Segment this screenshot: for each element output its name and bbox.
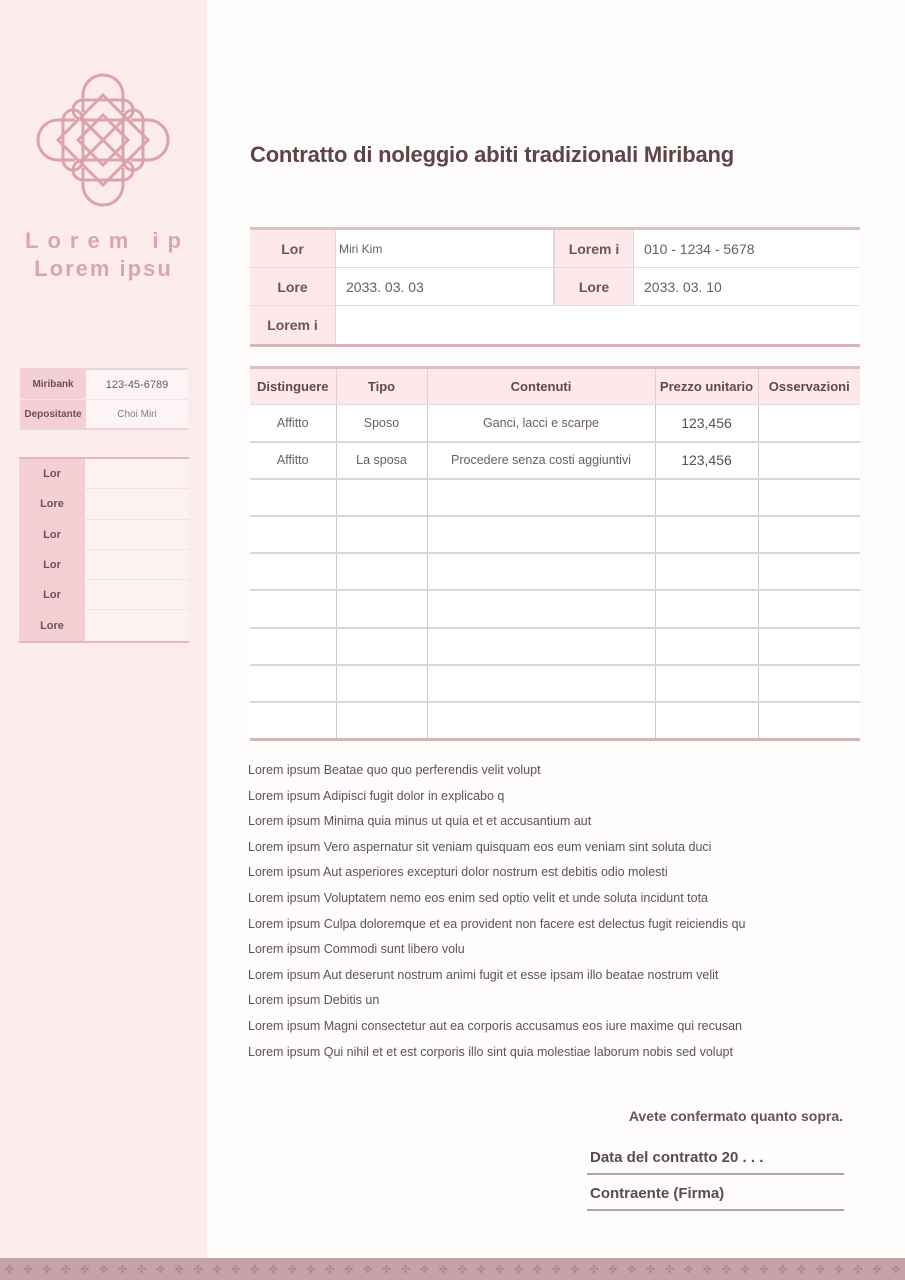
flower-ornament-icon: ✤: [551, 1263, 561, 1276]
confirmation-text: Avete confermato quanto sopra.: [628, 1108, 843, 1124]
side-row: [19, 489, 189, 519]
flower-ornament-icon: ✤: [872, 1263, 882, 1276]
signature-field[interactable]: Contraente (Firma): [587, 1174, 844, 1211]
cell-type[interactable]: Affitto: [250, 405, 336, 442]
sidebar: [0, 0, 207, 1258]
customer-info-table: [250, 227, 860, 347]
cell-contents[interactable]: [427, 553, 655, 590]
cell-notes[interactable]: [758, 442, 860, 479]
column-header-kind: Tipo: [336, 368, 427, 405]
extra-label: Lorem i: [250, 306, 336, 344]
cell-price[interactable]: [655, 479, 758, 516]
flower-ornament-icon: ✤: [891, 1263, 901, 1276]
bank-info-table: [20, 368, 188, 430]
cell-notes[interactable]: [758, 516, 860, 553]
footer-pattern-band: [0, 1258, 905, 1280]
flower-ornament-icon: ✤: [193, 1263, 203, 1276]
start-date-label: Lore: [250, 268, 336, 305]
side-row: [19, 550, 189, 580]
info-row: [250, 230, 860, 268]
flower-ornament-icon: ✤: [344, 1263, 354, 1276]
flower-ornament-icon: ✤: [532, 1263, 543, 1276]
table-row: [250, 628, 860, 665]
cell-notes[interactable]: [758, 665, 860, 702]
side-row-label: Lor: [19, 580, 85, 610]
flower-ornament-icon: ✤: [570, 1263, 580, 1276]
table-row: [250, 516, 860, 553]
terms-line: Lorem ipsum Culpa doloremque et ea provident non facere est delectus fugit reiciendis qu: [248, 916, 746, 931]
side-row: [19, 580, 189, 610]
flower-ornament-icon: ✤: [325, 1263, 335, 1276]
start-date-field[interactable]: 2033. 03. 03: [336, 268, 555, 305]
cell-type[interactable]: [250, 590, 336, 627]
cell-kind[interactable]: [336, 553, 427, 590]
side-row-value[interactable]: [85, 580, 189, 610]
flower-ornament-icon: ✤: [117, 1263, 128, 1276]
flower-ornament-icon: ✤: [363, 1263, 373, 1276]
cell-contents[interactable]: [427, 702, 655, 739]
terms-line: Lorem ipsum Aut asperiores excepturi dolor nostrum est debitis odio molesti: [248, 865, 668, 880]
cell-price[interactable]: [655, 628, 758, 665]
flower-ornament-icon: ✤: [796, 1263, 807, 1276]
terms-line: Lorem ipsum Aut deserunt nostrum animi fugit et esse ipsam illo beatae nostrum velit: [248, 967, 719, 982]
terms-line: Lorem ipsum Adipisci fugit dolor in explicabo q: [248, 788, 505, 803]
column-header-price: Prezzo unitario: [655, 368, 758, 405]
flower-ornament-icon: ✤: [382, 1263, 392, 1276]
cell-contents[interactable]: [427, 628, 655, 665]
knot-pattern-icon: [33, 70, 173, 210]
end-date-label: Lore: [555, 268, 634, 305]
brand-name-line-1: Lorem ip: [25, 228, 190, 253]
side-row-label: Lor: [19, 520, 85, 550]
cell-price[interactable]: [655, 516, 758, 553]
flower-ornament-icon: ✤: [249, 1263, 260, 1276]
cell-notes[interactable]: [758, 590, 860, 627]
flower-ornament-icon: ✤: [759, 1263, 769, 1276]
cell-price[interactable]: [655, 590, 758, 627]
cell-type[interactable]: [250, 553, 336, 590]
cell-kind[interactable]: [336, 665, 427, 702]
terms-line: Lorem ipsum Voluptatem nemo eos enim sed optio velit et unde soluta incidunt tota: [248, 890, 708, 905]
depositor-label: Depositante: [20, 400, 86, 428]
terms-line: Lorem ipsum Minima quia minus ut quia et et accusantium aut: [248, 814, 592, 829]
phone-field[interactable]: 010 - 1234 - 5678: [634, 230, 860, 267]
flower-ornament-icon: ✤: [589, 1263, 599, 1276]
cell-kind[interactable]: [336, 516, 427, 553]
cell-type[interactable]: [250, 702, 336, 739]
flower-ornament-icon: ✤: [42, 1263, 52, 1276]
side-row: [19, 610, 189, 640]
page-title: Contratto di noleggio abiti tradizionali Miribang: [250, 142, 734, 167]
terms-line: Lorem ipsum Magni consectetur aut ea corporis accusamus eos iure maxime qui recusan: [248, 1018, 742, 1033]
flower-ornament-icon: ✤: [287, 1263, 297, 1276]
cell-kind[interactable]: [336, 590, 427, 627]
table-row: [250, 479, 860, 516]
side-row-value[interactable]: [85, 610, 189, 640]
cell-price[interactable]: 123,456: [655, 405, 758, 442]
side-row-value[interactable]: [85, 459, 189, 489]
side-info-table: [19, 457, 189, 643]
cell-kind[interactable]: [336, 702, 427, 739]
column-header-notes: Osservazioni: [758, 368, 860, 405]
flower-ornament-icon: ✤: [61, 1263, 71, 1276]
cell-notes[interactable]: [758, 479, 860, 516]
column-header-contents: Contenuti: [427, 368, 655, 405]
flower-ornament-icon: ✤: [646, 1263, 656, 1276]
cell-price[interactable]: [655, 553, 758, 590]
flower-ornament-icon: ✤: [400, 1263, 411, 1276]
cell-kind[interactable]: Sposo: [336, 405, 427, 442]
flower-ornament-icon: ✤: [476, 1263, 486, 1276]
terms-line: Lorem ipsum Beatae quo quo perferendis velit volupt: [248, 763, 541, 777]
cell-type[interactable]: [250, 665, 336, 702]
cell-price[interactable]: 123,456: [655, 442, 758, 479]
flower-ornament-icon: ✤: [664, 1263, 675, 1276]
cell-notes[interactable]: [758, 405, 860, 442]
cell-price[interactable]: [655, 702, 758, 739]
flower-ornament-icon: ✤: [721, 1263, 731, 1276]
table-row: [250, 405, 860, 442]
table-row: [250, 702, 860, 739]
cell-contents[interactable]: [427, 665, 655, 702]
cell-contents[interactable]: Ganci, lacci e scarpe: [427, 405, 655, 442]
contract-date-field[interactable]: Data del contratto 20 . . .: [587, 1138, 844, 1175]
cell-type[interactable]: [250, 628, 336, 665]
table-header-row: [250, 368, 860, 405]
flower-ornament-icon: ✤: [702, 1263, 712, 1276]
bank-name-label: Miribank: [20, 370, 86, 399]
info-row: [250, 268, 860, 306]
name-label: Lor: [250, 230, 336, 267]
phone-label: Lorem i: [555, 230, 634, 267]
terms-line: Lorem ipsum Commodi sunt libero volu: [248, 942, 465, 957]
account-number: 123-45-6789: [86, 370, 188, 399]
flower-ornament-icon: ✤: [457, 1263, 467, 1276]
depositor-name: Choi Miri: [86, 400, 188, 428]
terms-list: [248, 762, 746, 1069]
cell-type[interactable]: [250, 479, 336, 516]
terms-line: Lorem ipsum Vero aspernatur sit veniam quisquam eos eum veniam sint soluta duci: [248, 839, 712, 854]
flower-ornament-icon: ✤: [740, 1263, 750, 1276]
cell-kind[interactable]: [336, 628, 427, 665]
table-row: [250, 590, 860, 627]
table-row: [250, 553, 860, 590]
cell-contents[interactable]: Procedere senza costi aggiuntivi: [427, 442, 655, 479]
flower-ornament-icon: ✤: [99, 1263, 109, 1276]
cell-type[interactable]: Affitto: [250, 442, 336, 479]
flower-ornament-icon: ✤: [212, 1263, 222, 1276]
flower-ornament-icon: ✤: [174, 1263, 184, 1276]
flower-ornament-icon: ✤: [419, 1263, 429, 1276]
flower-ornament-icon: ✤: [136, 1263, 147, 1276]
cell-price[interactable]: [655, 665, 758, 702]
flower-ornament-icon: ✤: [306, 1263, 316, 1276]
side-row-value[interactable]: [85, 550, 189, 580]
cell-type[interactable]: [250, 516, 336, 553]
flower-ornament-icon: ✤: [683, 1263, 693, 1276]
extra-field[interactable]: [336, 306, 860, 344]
cell-notes[interactable]: [758, 553, 860, 590]
flower-ornament-icon: ✤: [155, 1263, 165, 1276]
cell-contents[interactable]: [427, 590, 655, 627]
cell-contents[interactable]: [427, 516, 655, 553]
flower-ornament-icon: ✤: [627, 1263, 637, 1276]
brand-name-line-2: Lorem ipsu: [34, 256, 173, 281]
side-row-label: Lore: [19, 489, 85, 519]
side-row-value[interactable]: [85, 489, 189, 519]
flower-ornament-icon: ✤: [268, 1263, 279, 1276]
flower-ornament-icon: ✤: [778, 1263, 788, 1276]
flower-ornament-icon: ✤: [608, 1263, 618, 1276]
cell-notes[interactable]: [758, 702, 860, 739]
cell-kind[interactable]: [336, 479, 427, 516]
name-field[interactable]: Miri Kim: [336, 230, 555, 267]
table-row: [250, 442, 860, 479]
bank-row: [20, 370, 188, 399]
side-row-label: Lore: [19, 610, 85, 640]
flower-ornament-icon: ✤: [438, 1263, 448, 1276]
cell-kind[interactable]: La sposa: [336, 442, 427, 479]
flower-ornament-icon: ✤: [495, 1263, 505, 1276]
info-row: [250, 306, 860, 344]
terms-line: Lorem ipsum Debitis un: [248, 993, 380, 1008]
side-row-label: Lor: [19, 550, 85, 580]
side-row: [19, 459, 189, 489]
cell-contents[interactable]: [427, 479, 655, 516]
side-row: [19, 520, 189, 550]
flower-ornament-icon: ✤: [23, 1263, 33, 1276]
flower-ornament-icon: ✤: [853, 1263, 863, 1276]
side-row-value[interactable]: [85, 520, 189, 550]
flower-ornament-icon: ✤: [4, 1263, 15, 1276]
table-row: [250, 665, 860, 702]
flower-ornament-icon: ✤: [231, 1263, 241, 1276]
cell-notes[interactable]: [758, 628, 860, 665]
side-row-label: Lor: [19, 459, 85, 489]
rental-items-table: [250, 366, 860, 741]
terms-line: Lorem ipsum Qui nihil et et est corporis illo sint quia molestiae laborum nobis sed volupt: [248, 1044, 733, 1059]
flower-ornament-icon: ✤: [80, 1263, 90, 1276]
column-header-type: Distinguere: [250, 368, 336, 405]
flower-ornament-icon: ✤: [514, 1263, 524, 1276]
flower-ornament-icon: ✤: [834, 1263, 844, 1276]
end-date-field[interactable]: 2033. 03. 10: [634, 268, 860, 305]
flower-ornament-icon: ✤: [815, 1263, 825, 1276]
bank-row: [20, 399, 188, 428]
